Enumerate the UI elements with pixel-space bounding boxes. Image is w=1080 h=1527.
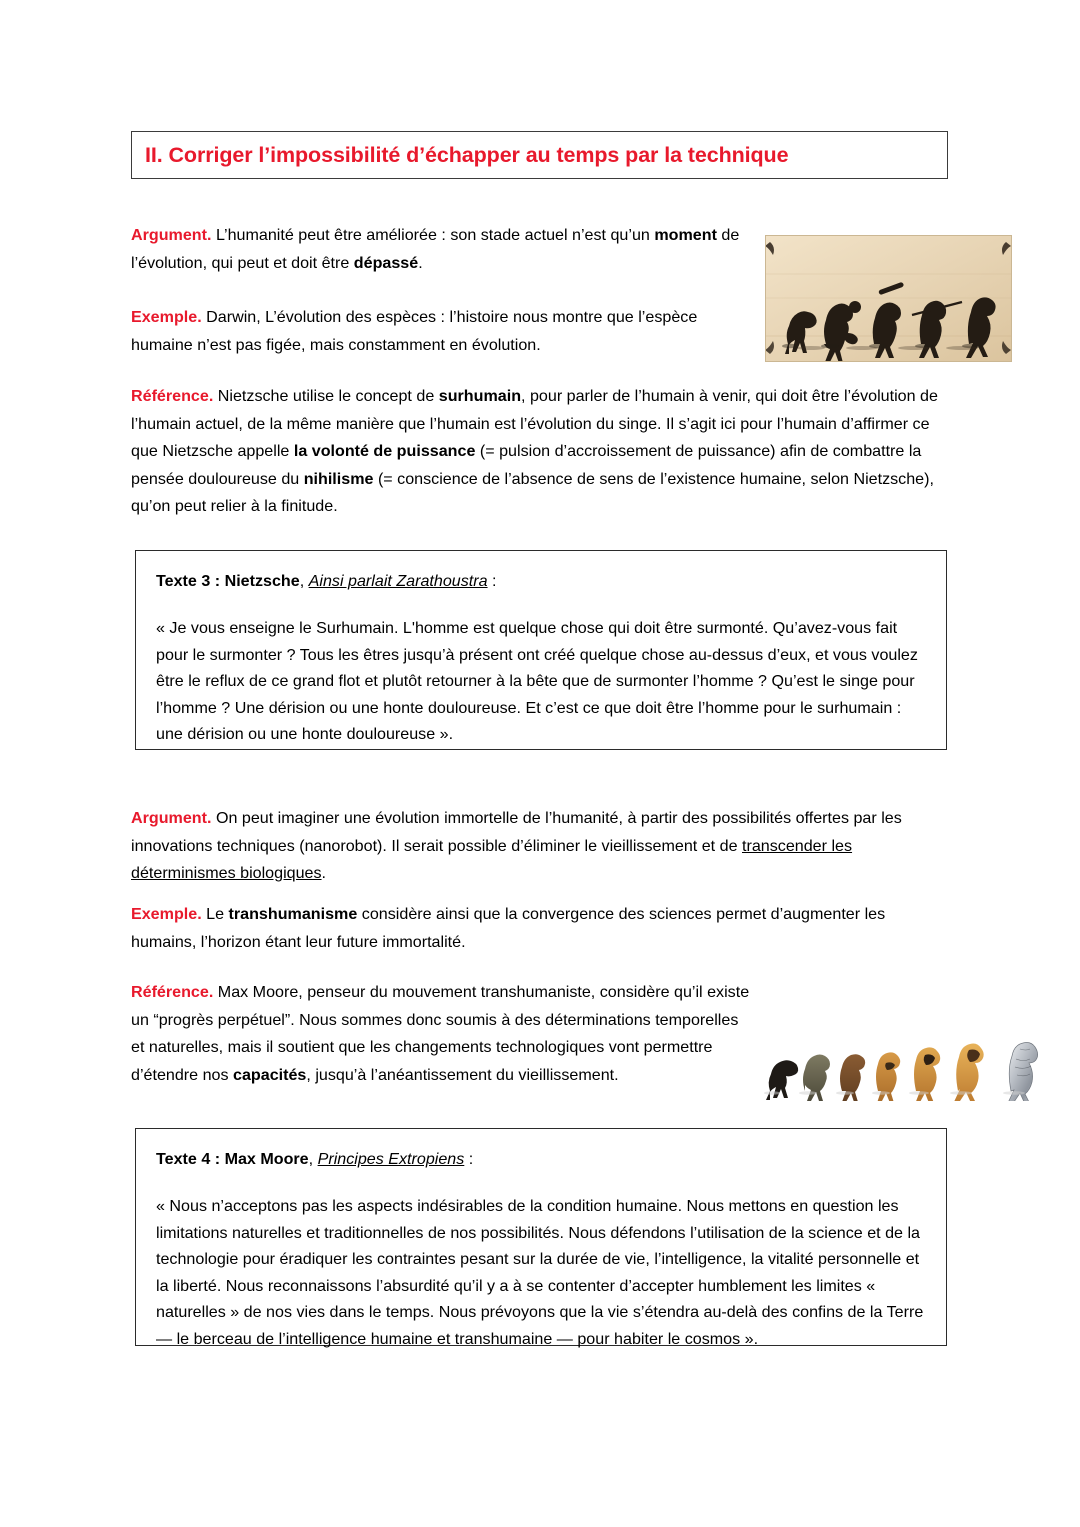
reference-text-2a: Max Moore, penseur du mouvement transhumaniste, considère qu’il existe un “progrès perpétuel”. Nous sommes donc soumis à des déterminations temporelles et naturelles, mais il soutient que les changements technologiques vont permettre d’étendre nos [131, 983, 750, 1084]
quote-body-texte-3: « Je vous enseigne le Surhumain. L'homme est quelque chose qui doit être surmonté. Qu’avez-vous fait pour le surmonter ? Tous les êtres jusqu’à présent ont créé quelque chose au-dessus d’eux, et vous voulez être le reflux de ce grand flot et plutôt retourner à la bête que de surmonter l’homme ? Qu’est le singe pour l’homme ? Une dérision ou une honte douloureuse. Et c’est ce que doit être l’homme pour le surhumain : une dérision ou une honte douloureuse ». [156, 619, 918, 743]
argument-bold-moment: moment [654, 226, 717, 245]
page-title: II. Corriger l’impossibilité d’échapper au temps par la technique [145, 142, 789, 167]
exemple-text-1: Darwin, L’évolution des espèces : l’histoire nous montre que l’espèce humaine n’est pas figée, mais constamment en évolution. [131, 308, 698, 354]
argument-bold-depasse: dépassé [353, 253, 419, 272]
quote-work-title-texte-3: Ainsi parlait Zarathoustra [308, 572, 488, 590]
quote-colon-texte-4: : [464, 1150, 474, 1168]
argument-text-2a: On peut imaginer une évolution immortelle de l’humanité, à partir des possibilités offertes par les innovations techniques (nanorobot). Il serait possible d’éliminer le vieillissement et de [131, 809, 902, 855]
quote-work-title-texte-4: Principes Extropiens [317, 1150, 465, 1168]
reference-text-2b: , jusqu’à l’anéantissement du vieillissement. [306, 1065, 619, 1084]
reference-bold-capacites: capacités [233, 1065, 307, 1084]
quote-body-texte-4: « Nous n’acceptons pas les aspects indésirables de la condition humaine. Nous mettons en question les limitations naturelles et traditionnelles de nos possibilités. Nous défendons l’utilisation de la science et de la technologie pour éradiquer les contraintes pesant sur la durée de vie, l’intelligence, la vitalité personnelle et la liberté. Nous reconnaissons l’absurdité qu’il y a à se contenter d’accepter humblement les limites « naturelles » de nos vies dans le temps. Nous prévoyons que la vie s’étendra au-delà des confins de la Terre — le berceau de l’intelligence humaine et transhumaine — pour habiter le cosmos ». [156, 1197, 924, 1348]
paragraph-reference-1 [131, 383, 953, 521]
reference-label-1: Référence. [131, 387, 214, 406]
quote-title-texte-3 [156, 569, 926, 593]
exemple-bold-transhumanisme: transhumanisme [228, 905, 358, 924]
argument-text-1b: de l’évolution, qui peut et doit être [131, 226, 740, 272]
reference-bold-volonte-de-puissance: la volonté de puissance [293, 442, 476, 461]
exemple-text-2a: Le [201, 905, 229, 924]
argument-underline-transcender: transcender les déterminismes biologiques [131, 836, 853, 883]
exemple-label-1: Exemple. [131, 308, 202, 327]
quote-label-texte-3: Texte 3 : Nietzsche [156, 572, 300, 590]
exemple-label-2: Exemple. [131, 905, 202, 924]
paragraph-exemple-1 [131, 304, 756, 359]
argument-text-2b: . [321, 864, 327, 883]
paragraph-exemple-2 [131, 901, 953, 956]
section-heading-box [131, 131, 948, 179]
reference-text-1b: , pour parler de l’humain à venir, qui doit être l’évolution de l’humain actuel, de la même manière que l’humain est l’évolution du singe. Il s’agit ici pour l’humain d’affirmer ce que Nietzsche appelle [131, 387, 938, 461]
reference-text-1c: (= pulsion d’accroissement de puissance) afin de combattre la pensée douloureuse du [131, 442, 922, 488]
paragraph-reference-2 [131, 979, 756, 1089]
quote-separator-texte-4: , [308, 1150, 318, 1168]
reference-bold-surhumain: surhumain [438, 387, 522, 406]
argument-label-1: Argument. [131, 226, 212, 245]
paragraph-argument-1 [131, 222, 771, 277]
quote-separator-texte-3: , [299, 572, 309, 590]
argument-text-1a: L’humanité peut être améliorée : son stade actuel n’est qu’un [211, 226, 655, 245]
quote-box-texte-3 [135, 550, 947, 750]
quote-box-texte-4 [135, 1128, 947, 1346]
quote-title-texte-4 [156, 1147, 926, 1171]
paragraph-argument-2 [131, 805, 953, 888]
argument-label-2: Argument. [131, 809, 212, 828]
quote-colon-texte-3: : [487, 572, 497, 590]
reference-text-1a: Nietzsche utilise le concept de [213, 387, 439, 406]
reference-bold-nihilisme: nihilisme [303, 469, 374, 488]
reference-text-1d: (= conscience de l’absence de sens de l’existence humaine, selon Nietzsche), qu’on peut relier à la finitude. [131, 469, 934, 516]
march-of-progress-vintage-icon [765, 235, 1012, 362]
reference-label-2: Référence. [131, 983, 214, 1002]
argument-text-1c: . [418, 253, 423, 272]
quote-label-texte-4: Texte 4 : Max Moore [156, 1150, 309, 1168]
human-evolution-to-robot-icon [758, 1003, 1056, 1101]
exemple-text-2b: considère ainsi que la convergence des sciences permet d’augmenter les humains, l’horizon étant leur future immortalité. [131, 905, 886, 951]
